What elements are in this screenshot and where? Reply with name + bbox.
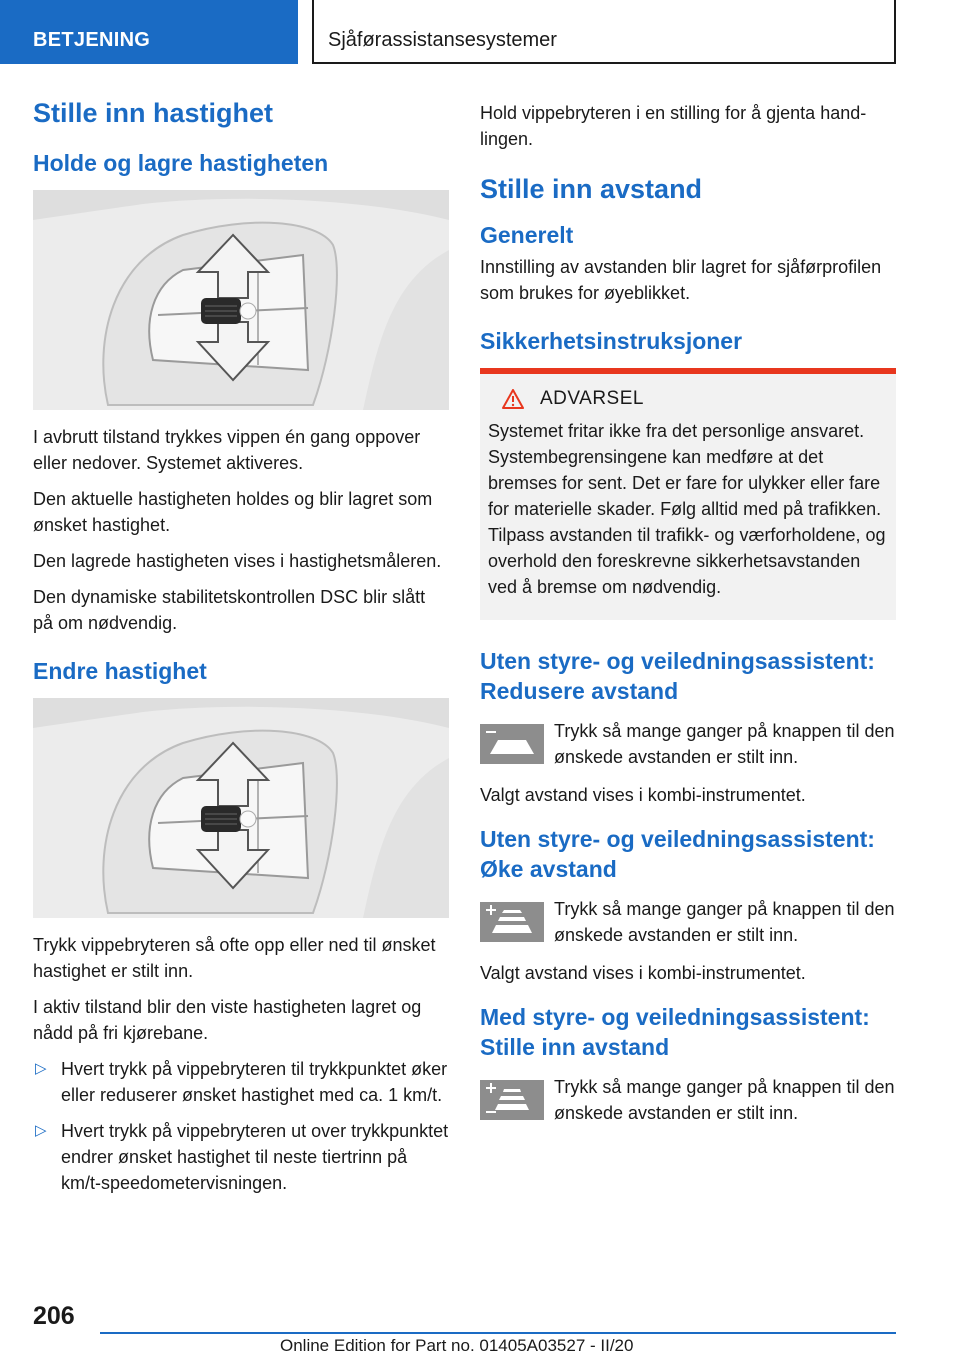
subtitle-set-distance-assist: Med styre- og veiledningsassistent: Stille inn avstand <box>480 1004 870 1060</box>
warning-text: Systemet fritar ikke fra det personlige ansvaret. Systembegrensingene kan medføre at det bremses for sent. Det er fare for ulykker eller fare for materielle skader. Følg alltid med på trafikken. Tilpass avstanden til trafikk- og værforholdene, og overhold den foreskrevne sikkerhetsavstanden ved å bremse om nødvendig. <box>488 421 886 597</box>
section-tab: BETJENING <box>0 0 298 64</box>
list-item: ▷ Hvert trykk på vippebryteren ut over trykkpunktet endrer ønsket hastighet til neste tiertrinn på km/t-speedometervisningen. <box>33 1118 449 1196</box>
paragraph: Trykk vippebryteren så ofte opp eller ned til ønsket hastighet er stilt inn. <box>33 935 436 981</box>
distance-reduce-icon <box>480 724 544 764</box>
steering-switch-image-2 <box>33 698 449 918</box>
chapter-title: Sjåførassistansesystemer <box>312 0 896 64</box>
edition-note: Online Edition for Part no. 01405A03527 - II/20 <box>280 1336 634 1355</box>
subtitle-change-speed: Endre hastighet <box>33 658 207 684</box>
section-title-speed: Stille inn hastighet <box>33 98 274 128</box>
subtitle-increase-distance: Uten styre- og veiledningsassistent: Øke avstand <box>480 826 875 882</box>
paragraph: Den dynamiske stabilitetskontrollen DSC blir slått på om nødvendig. <box>33 587 426 633</box>
paragraph: I aktiv tilstand blir den viste hastigheten lagret og nådd på fri kjørebane. <box>33 997 422 1043</box>
page-number: 206 <box>33 1302 75 1330</box>
triangle-bullet-icon: ▷ <box>35 1122 47 1139</box>
triangle-bullet-icon: ▷ <box>35 1060 47 1077</box>
paragraph: Valgt avstand vises i kombi-instrumentet. <box>480 963 806 983</box>
warning-heading <box>502 388 888 410</box>
subtitle-reduce-distance: Uten styre- og veiledningsassistent: Redusere avstand <box>480 648 875 704</box>
steering-switch-illustration <box>33 698 449 918</box>
distance-set-icon <box>480 1080 544 1120</box>
paragraph: Hold vippebryteren i en stilling for å gjenta handlingen. <box>480 103 867 149</box>
warning-label: ADVARSEL <box>540 388 644 409</box>
warning-box <box>480 374 896 620</box>
paragraph: Trykk så mange ganger på knappen til den ønskede avstanden er stilt inn. <box>554 721 895 767</box>
subtitle-hold-speed: Holde og lagre hastigheten <box>33 150 329 176</box>
paragraph: Valgt avstand vises i kombi-instrumentet. <box>480 785 806 805</box>
left-column <box>33 96 449 1206</box>
paragraph: Innstilling av avstanden blir lagret for sjåførprofilen som brukes for øyeblikket. <box>480 257 882 303</box>
instruction-row <box>480 718 896 770</box>
paragraph: Den lagrede hastigheten vises i hastighetsmåleren. <box>33 551 442 571</box>
paragraph: Trykk så mange ganger på knappen til den ønskede avstanden er stilt inn. <box>554 1077 895 1123</box>
steering-switch-illustration <box>33 190 449 410</box>
paragraph: Trykk så mange ganger på knappen til den ønskede avstanden er stilt inn. <box>554 899 895 945</box>
instruction-row <box>480 896 896 948</box>
paragraph: I avbrutt tilstand trykkes vippen én gang oppover eller nedover. Systemet aktiveres. <box>33 427 421 473</box>
right-column <box>480 100 896 1138</box>
paragraph: Den aktuelle hastigheten holdes og blir lagret som ønsket hastighet. <box>33 489 433 535</box>
page-header <box>0 0 960 66</box>
instruction-row <box>480 1074 896 1126</box>
subtitle-safety: Sikkerhetsinstruksjoner <box>480 328 743 354</box>
section-title-distance: Stille inn avstand <box>480 174 703 204</box>
distance-increase-icon <box>480 902 544 942</box>
subtitle-general: Generelt <box>480 222 574 248</box>
warning-triangle-icon <box>502 389 524 409</box>
list-item: ▷ Hvert trykk på vippebryteren til trykkpunktet øker eller reduserer ønsket hastighet med ca. 1 km/t. <box>33 1056 449 1108</box>
footer-divider <box>100 1332 896 1334</box>
bullet-list <box>33 1056 449 1196</box>
steering-switch-image <box>33 190 449 410</box>
